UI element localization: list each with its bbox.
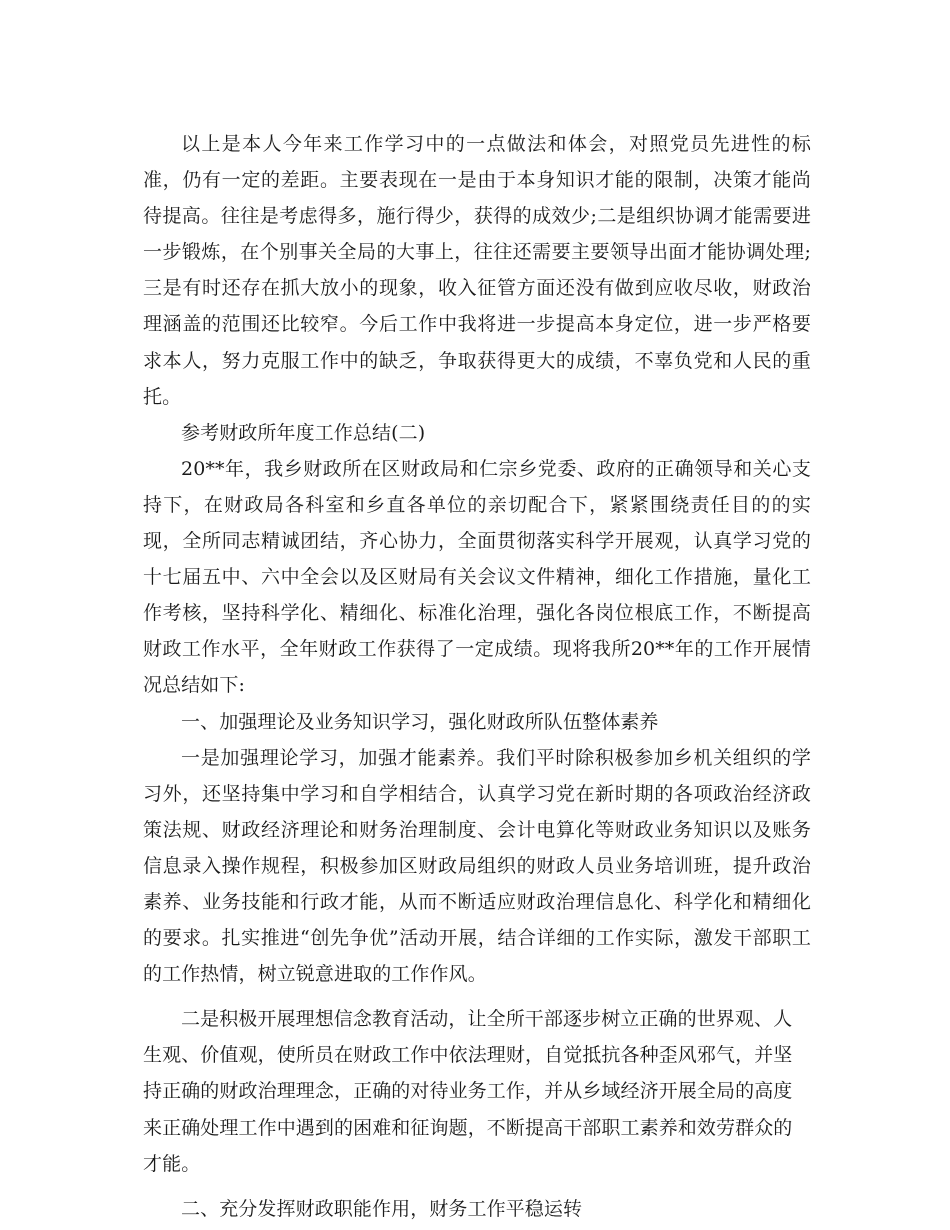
document-body	[143, 126, 811, 1227]
paragraph-theory-study: 一是加强理论学习，加强才能素养。我们平时除积极参加乡机关组织的学习外，还坚持集中学习和自学相结合，认真学习党在新时期的各项政治经济政策法规、财政经济理论和财务治理制度、会计电算化等财政业务知识以及账务信息录入操作规程，积极参加区财政局组织的财政人员业务培训班，提升政治素养、业务技能和行政才能，从而不断适应财政治理信息化、科学化和精细化的要求。扎实推进“创先争优”活动开展，结合详细的工作实际，激发干部职工的工作热情，树立锐意进取的工作作风。	[143, 746, 811, 986]
paragraph-summary-shortcomings: 以上是本人今年来工作学习中的一点做法和体会，对照党员先进性的标准，仍有一定的差距。主要表现在一是由于本身知识才能的限制，决策才能尚待提高。往往是考虑得多，施行得少，获得的成效少;二是组织协调才能需要进一步锻炼，在个别事关全局的大事上，往往还需要主要领导出面才能协调处理;三是有时还存在抓大放小的现象，收入征管方面还没有做到应收尽收，财政治理涵盖的范围还比较窄。今后工作中我将进一步提高本身定位，进一步严格要求本人，努力克服工作中的缺乏，争取获得更大的成绩，不辜负党和人民的重托。	[143, 133, 811, 408]
paragraph-overview: 20**年，我乡财政所在区财政局和仁宗乡党委、政府的正确领导和关心支持下，在财政局各科室和乡直各单位的亲切配合下，紧紧围绕责任目的的实现，全所同志精诚团结，齐心协力，全面贯彻落实科学开展观，认真学习党的十七届五中、六中全会以及区财局有关会议文件精神，细化工作措施，量化工作考核，坚持科学化、精细化、标准化治理，强化各岗位根底工作，不断提高财政工作水平，全年财政工作获得了一定成绩。现将我所20**年的工作开展情况总结如下:	[143, 457, 811, 697]
section-title-part-two: 参考财政所年度工作总结(二)	[181, 421, 426, 444]
section-heading-two: 二、充分发挥财政职能作用，财务工作平稳运转	[181, 1197, 583, 1220]
section-heading-one: 一、加强理论及业务知识学习，强化财政所队伍整体素养	[181, 710, 659, 733]
paragraph-ideals-education: 二是积极开展理想信念教育活动，让全所干部逐步树立正确的世界观、人生观、价值观，使所员在财政工作中依法理财，自觉抵抗各种歪风邪气，并坚持正确的财政治理理念，正确的对待业务工作，并从乡域经济开展全局的高度来正确处理工作中遇到的困难和征询题，不断提高干部职工素养和效劳群众的才能。	[143, 1008, 793, 1175]
